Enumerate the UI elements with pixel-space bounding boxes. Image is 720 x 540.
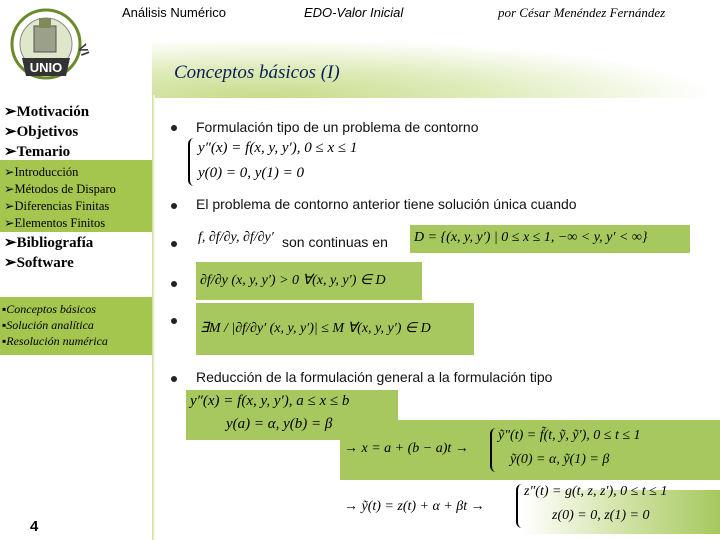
bullet-6-text: Reducción de la formulación general a la formulación tipo <box>196 369 553 385</box>
eq-transformed-x-1: ỹ″(t) = f̃(t, ỹ, ỹ′), 0 ≤ t ≤ 1 <box>498 428 641 443</box>
eq-transformed-y-2: z(0) = 0, z(1) = 0 <box>552 508 650 523</box>
sidebar-sub-menu <box>4 164 116 232</box>
eq-transformed-x-2: ỹ(0) = α, ỹ(1) = β <box>510 452 610 467</box>
section-conceptos-basicos[interactable]: ▪Conceptos básicos <box>2 302 96 316</box>
bullet-dot <box>171 318 177 324</box>
bullet-dot <box>171 376 177 382</box>
sidebar-item-elementos-finitos[interactable]: ➢Elementos Finitos <box>4 216 106 230</box>
eq-transformed-y-1: z″(t) = g(t, z, z′), 0 ≤ t ≤ 1 <box>524 484 668 499</box>
sidebar-item-diferencias-finitas[interactable]: ➢Diferencias Finitas <box>4 199 110 213</box>
university-logo <box>8 6 93 86</box>
page-number: 4 <box>30 518 39 535</box>
sidebar-item-temario[interactable]: ➢Temario <box>4 144 71 160</box>
slide-title: Conceptos básicos (I) <box>174 62 340 83</box>
bullet-dot <box>171 241 177 247</box>
eq-condition-1: ∂f/∂y (x, y, y′) > 0 ∀(x, y, y′) ∈ D <box>200 273 386 288</box>
course-title: Análisis Numérico <box>122 5 227 20</box>
eq-partials: f, ∂f/∂y, ∂f/∂y′ <box>198 230 274 245</box>
section-solucion-analitica[interactable]: ▪Solución analítica <box>2 318 94 332</box>
eq-change-x: → x = a + (b − a)t → <box>344 441 469 456</box>
bullet-3-text: son continuas en <box>282 234 388 250</box>
brace-icon <box>188 138 194 186</box>
bullet-dot <box>171 125 177 131</box>
bullet-1-text: Formulación tipo de un problema de contorno <box>196 119 479 135</box>
bullet-dot <box>171 203 177 209</box>
sidebar-item-introduccion[interactable]: ➢Introducción <box>4 165 79 179</box>
sidebar-item-objetivos[interactable]: ➢Objetivos <box>4 124 79 140</box>
sidebar-divider <box>152 95 155 540</box>
sidebar-item-software[interactable]: ➢Software <box>4 255 74 271</box>
eq-boundary-conditions: y(0) = 0, y(1) = 0 <box>198 165 305 181</box>
eq-general-2: y(a) = α, y(b) = β <box>226 416 333 432</box>
eq-condition-2: ∃M / |∂f/∂y′ (x, y, y′)| ≤ M ∀(x, y, y′) ∈ D <box>200 321 431 336</box>
sidebar-item-metodos-disparo[interactable]: ➢Métodos de Disparo <box>4 182 116 196</box>
bullet-dot <box>171 281 177 287</box>
topic-title: EDO-Valor Inicial <box>304 5 404 20</box>
svg-text:UNIO: UNIO <box>29 60 63 75</box>
sidebar-item-motivacion[interactable]: ➢Motivación <box>4 104 90 120</box>
sidebar-item-bibliografia[interactable]: ➢Bibliografía <box>4 235 94 251</box>
eq-domain: D = {(x, y, y′) | 0 ≤ x ≤ 1, −∞ < y, y′ < ∞} <box>414 230 648 245</box>
sidebar-sections <box>2 301 108 349</box>
author: por César Menéndez Fernández <box>498 5 666 20</box>
brace-icon <box>490 428 496 472</box>
section-resolucion-numerica[interactable]: ▪Resolución numérica <box>2 334 108 348</box>
sidebar-main-menu <box>4 102 89 162</box>
bullet-2-text: El problema de contorno anterior tiene solución única cuando <box>196 196 577 212</box>
eq-boundary-problem: y″(x) = f(x, y, y′), 0 ≤ x ≤ 1 <box>198 140 358 156</box>
sidebar-main-menu-2 <box>4 233 93 273</box>
eq-general-1: y″(x) = f(x, y, y′), a ≤ x ≤ b <box>190 393 350 409</box>
eq-change-y: → ỹ(t) = z(t) + α + βt → <box>344 499 485 514</box>
svg-text:VI: VI <box>75 42 93 58</box>
brace-icon <box>516 484 522 528</box>
